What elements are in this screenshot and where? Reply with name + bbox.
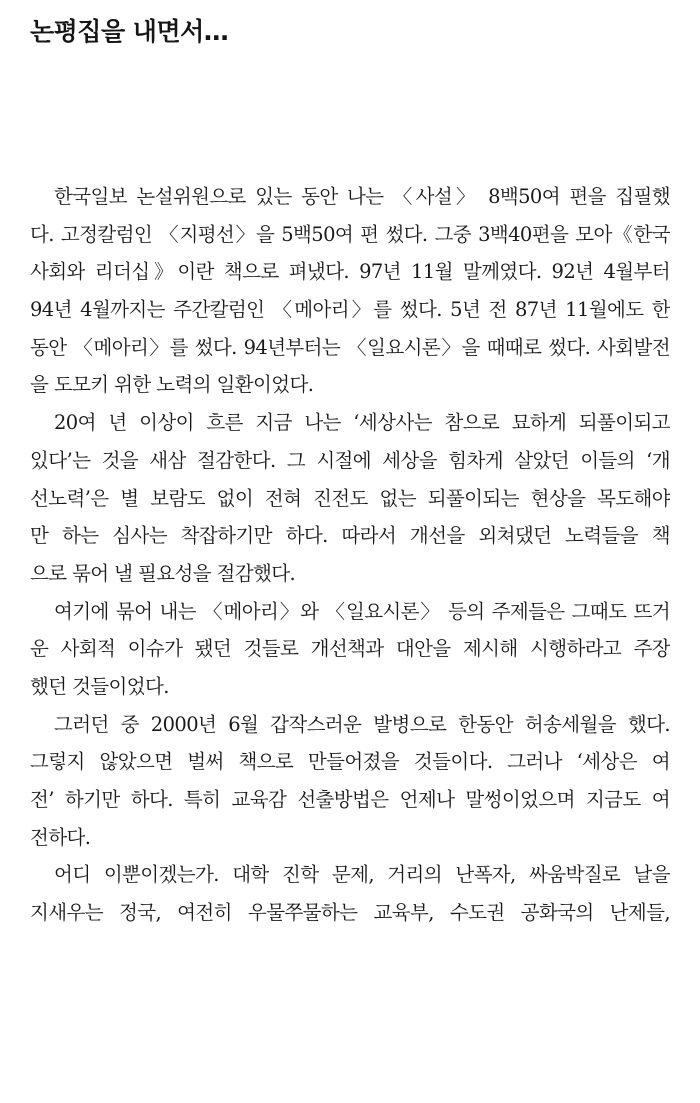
text-line: 을 도모키 위한 노력의 일환이었다.: [30, 373, 314, 397]
text-line: 20여 년 이상이 흐른 지금 나는 ‘세상사는 참으로 묘하게 되풀이되고: [54, 411, 670, 435]
paragraph: [30, 404, 670, 592]
body-text: [30, 178, 670, 932]
text-line: 전하다.: [30, 825, 91, 849]
text-line: 여기에 묶어 내는 〈메아리〉와 〈일요시론〉 등의 주제들은 그때도 뜨거: [54, 599, 670, 623]
paragraph: [30, 706, 670, 857]
text-line: 그러던 중 2000년 6월 갑작스러운 발병으로 한동안 허송세월을 했다.: [54, 712, 670, 736]
text-line: 어디 이뿐이겠는가. 대학 진학 문제, 거리의 난폭자, 싸움박질로 날을: [54, 863, 670, 887]
text-line: 그렇지 않았으면 벌써 책으로 만들어졌을 것들이다. 그러나 ‘세상은 여: [30, 750, 670, 774]
text-line: 으로 묶어 낼 필요성을 절감했다.: [30, 561, 296, 585]
paragraph: [30, 856, 670, 931]
page-title: 논평집을 내면서…: [30, 17, 229, 46]
text-line: 운 사회적 이슈가 됐던 것들로 개선책과 대안을 제시해 시행하라고 주장: [30, 637, 670, 661]
text-line: 94년 4월까지는 주간칼럼인 〈메아리〉를 썼다. 5년 전 87년 11월에도 한: [30, 298, 670, 322]
text-line: 했던 것들이었다.: [30, 674, 169, 698]
text-line: 동안 〈메아리〉를 썼다. 94년부터는 〈일요시론〉을 때때로 썼다. 사회발전: [30, 335, 670, 359]
text-line: 전’ 하기만 하다. 특히 교육감 선출방법은 언제나 말썽이었으며 지금도 여: [30, 788, 670, 811]
paragraph: [30, 178, 670, 404]
text-line: 지새우는 정국, 여전히 우물쭈물하는 교육부, 수도권 공화국의 난제들,: [30, 901, 670, 925]
text-line: 있다’는 것을 새삼 절감한다. 그 시절에 세상을 힘차게 살았던 이들의 ‘개: [30, 448, 670, 472]
text-line: 다. 고정칼럼인 〈지평선〉을 5백50여 편 썼다. 그중 3백40편을 모아《한국: [30, 222, 670, 246]
text-line: 선노력’은 별 보람도 없이 전혀 진전도 없는 되풀이되는 현상을 목도해야: [30, 486, 670, 510]
text-line: 만 하는 심사는 착잡하기만 하다. 따라서 개선을 외쳐댔던 노력들을 책: [30, 524, 670, 548]
paragraph: [30, 593, 670, 706]
text-line: 한국일보 논설위원으로 있는 동안 나는 〈사설〉 8백50여 편을 집필했: [54, 185, 670, 208]
text-line: 사회와 리더십》이란 책으로 펴냈다. 97년 11월 말께였다. 92년 4월부터: [30, 260, 670, 284]
